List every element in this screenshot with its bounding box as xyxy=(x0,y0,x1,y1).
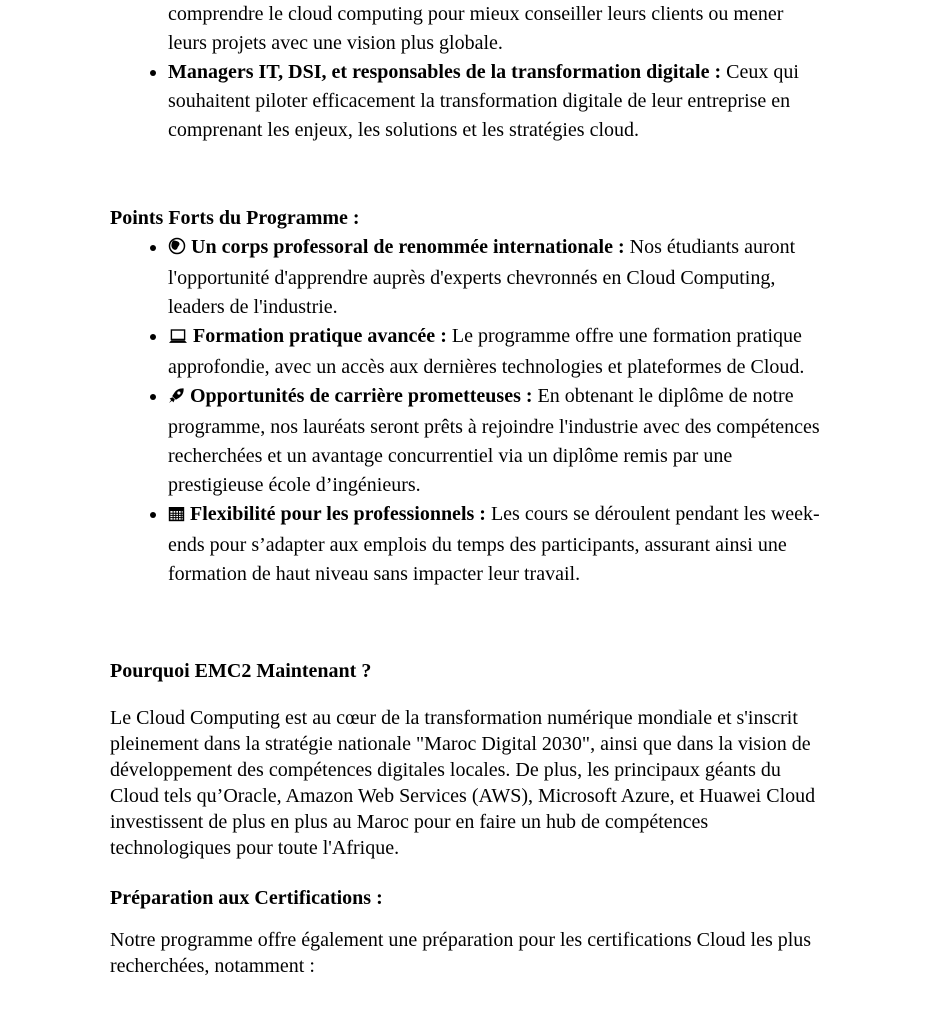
list-item-text: Ceux qui souhaitent piloter efficacement la transformation digitale de leur entreprise en comprenant les enjeux, les solutions et les stratégies cloud. xyxy=(168,61,799,141)
section-heading-certifications: Préparation aux Certifications : xyxy=(110,887,383,909)
calendar-icon xyxy=(168,502,185,531)
list-item xyxy=(168,58,822,145)
list-item-title: Formation pratique avancée : xyxy=(193,325,447,347)
list-item xyxy=(168,500,822,589)
list-item-text: Nos étudiants auront l'opportunité d'apprendre auprès d'experts chevronnés en Cloud Computing, leaders de l'industrie. xyxy=(168,236,796,318)
list-item-title: Un corps professoral de renommée internationale : xyxy=(191,236,625,258)
list-item xyxy=(168,382,822,500)
list-item-title: Flexibilité pour les professionnels : xyxy=(190,503,486,525)
list-item-title: Opportunités de carrière prometteuses : xyxy=(190,385,533,407)
points-forts-list xyxy=(110,233,822,589)
list-item xyxy=(168,322,822,382)
audience-list xyxy=(110,58,822,145)
list-item-text: Les cours se déroulent pendant les week-ends pour s’adapter aux emplois du temps des participants, assurant ainsi une formation de haut niveau sans impacter leur travail. xyxy=(168,503,820,585)
section-heading-pourquoi: Pourquoi EMC2 Maintenant ? xyxy=(110,660,372,682)
globe-icon xyxy=(168,235,186,264)
rocket-icon xyxy=(168,384,185,413)
list-continuation-text: comprendre le cloud computing pour mieux conseiller leurs clients ou mener leurs projets avec une vision plus globale. xyxy=(168,3,784,54)
list-item-title: Managers IT, DSI, et responsables de la transformation digitale : xyxy=(168,61,722,83)
laptop-icon xyxy=(168,324,188,353)
certifications-paragraph: Notre programme offre également une préparation pour les certifications Cloud les plus recherchées, notamment : xyxy=(110,929,812,977)
list-item xyxy=(168,233,822,322)
list-item-text: Le programme offre une formation pratique approfondie, avec un accès aux dernières technologies et plateformes de Cloud. xyxy=(168,325,805,378)
section-heading-points-forts: Points Forts du Programme : xyxy=(110,207,360,229)
pourquoi-paragraph: Le Cloud Computing est au cœur de la transformation numérique mondiale et s'inscrit pleinement dans la stratégie nationale "Maroc Digital 2030", ainsi que dans la vision de développement des compétences digitales locales. De plus, les principaux géants du Cloud tels qu’Oracle, Amazon Web Services (AWS), Microsoft Azure, et Huawei Cloud investissent de plus en plus au Maroc pour en faire un hub de compétences technologiques pour toute l'Afrique. xyxy=(110,707,816,859)
list-item-text: En obtenant le diplôme de notre programme, nos lauréats seront prêts à rejoindre l'industrie avec des compétences recherchées et un avantage concurrentiel via un diplôme remis par une prestigieuse école d’ingénieurs. xyxy=(168,385,820,496)
